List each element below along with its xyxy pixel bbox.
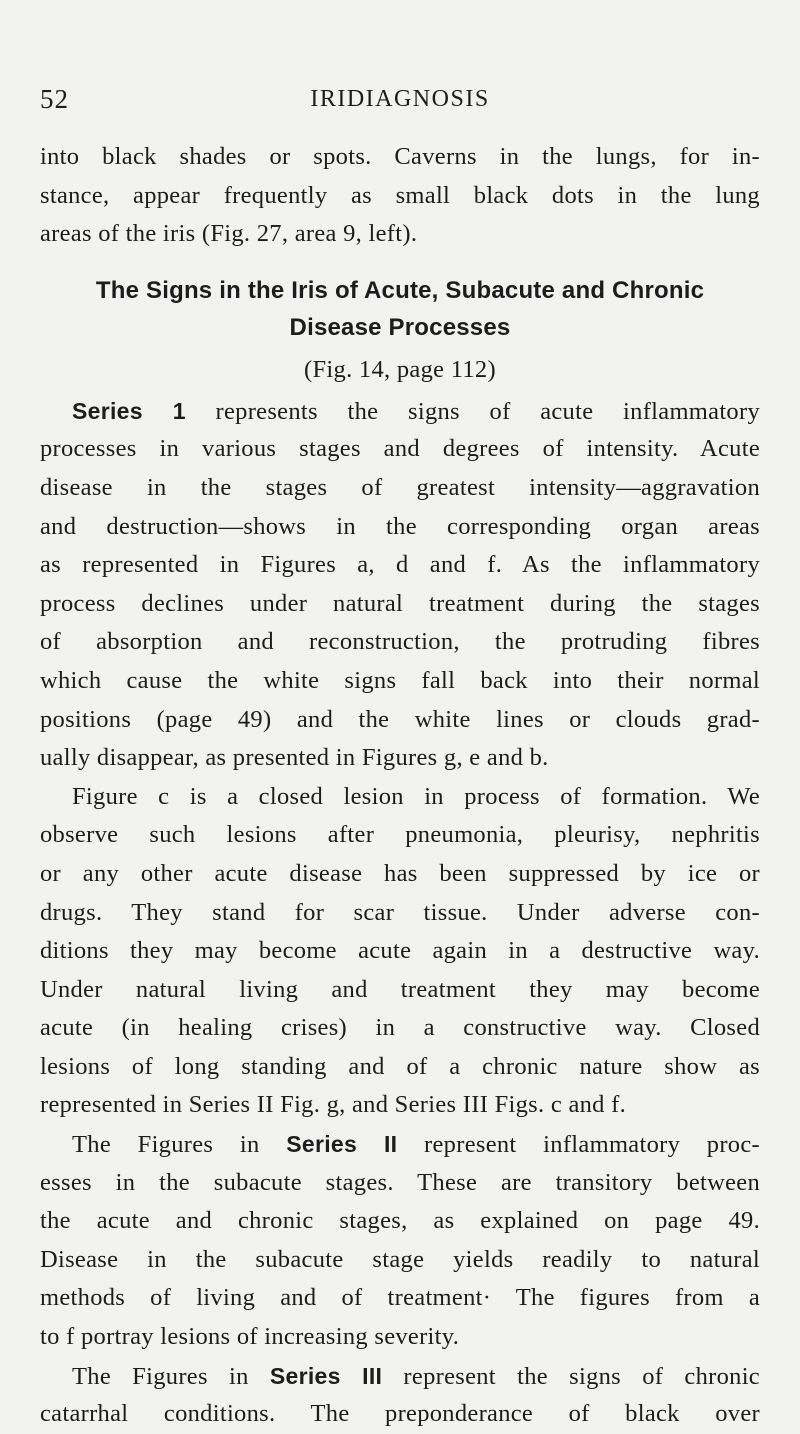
text-fragment: represent the signs of chronic xyxy=(382,1362,760,1390)
text-fragment: The Figures in xyxy=(72,1131,287,1159)
text-line: which cause the white signs fall back into their normal xyxy=(40,666,760,694)
text-line: the acute and chronic stages, as explained on page 49. xyxy=(40,1207,760,1235)
spacer xyxy=(40,254,760,272)
section-heading-line: The Signs in the Iris of Acute, Subacute and Chronic xyxy=(95,276,705,304)
page-number: 52 xyxy=(40,84,69,114)
text-line: acute (in healing crises) in a constructive way. Closed xyxy=(40,1014,760,1042)
text-line: or any other acute disease has been suppressed by ice or xyxy=(40,859,760,887)
text-line: catarrhal conditions. The preponderance of black over xyxy=(40,1400,760,1428)
text-line: of absorption and reconstruction, the protruding fibres xyxy=(40,628,760,656)
text-line xyxy=(40,392,760,431)
text-line: drugs. They stand for scar tissue. Under adverse con- xyxy=(40,898,760,926)
text-line: into black shades or spots. Caverns in the lungs, for in- xyxy=(40,143,760,170)
text-line: disease in the stages of greatest intensity—aggravation xyxy=(40,473,760,501)
text-line: stance, appear frequently as small black dots in the lung xyxy=(40,181,760,209)
text-line: Under natural living and treatment they may become xyxy=(40,975,760,1003)
section-heading-line: Disease Processes xyxy=(289,313,511,341)
text-line: processes in various stages and degrees of intensity. Acute xyxy=(40,435,760,463)
series-label: Series 1 xyxy=(72,397,186,424)
text-line xyxy=(40,1357,760,1396)
running-title: IRIDIAGNOSIS xyxy=(310,86,490,112)
text-line: to f portray lesions of increasing severity. xyxy=(40,1323,460,1351)
text-line: observe such lesions after pneumonia, pleurisy, nephritis xyxy=(40,821,760,849)
text-line: represented in Series II Fig. g, and Series III Figs. c and f. xyxy=(40,1091,627,1119)
text-line: methods of living and of treatment· The figures from a xyxy=(40,1284,760,1312)
text-line: esses in the subacute stages. These are transitory between xyxy=(40,1168,760,1196)
text-line xyxy=(40,1125,760,1164)
series-label: Series III xyxy=(269,1362,383,1389)
text-line: positions (page 49) and the white lines or clouds grad- xyxy=(40,705,760,733)
text-line: process declines under natural treatment during the stages xyxy=(40,589,760,617)
series-label: Series II xyxy=(286,1131,398,1158)
text-fragment: represent inflammatory proc- xyxy=(397,1131,760,1159)
text-line: ually disappear, as presented in Figures g, e and b. xyxy=(40,744,549,772)
figure-reference: (Fig. 14, page 112) xyxy=(304,355,496,383)
text-line: lesions of long standing and of a chronic nature show as xyxy=(40,1052,760,1080)
text-line: and destruction—shows in the corresponding organ areas xyxy=(40,512,760,540)
body-text xyxy=(40,138,760,1434)
text-line: ditions they may become acute again in a destructive way. xyxy=(40,937,760,965)
text-line: Figure c is a closed lesion in process of formation. We xyxy=(72,782,760,810)
text-line: Disease in the subacute stage yields readily to natural xyxy=(40,1245,760,1273)
running-head xyxy=(40,84,760,120)
text-line: as represented in Figures a, d and f. As the inflammatory xyxy=(40,551,760,579)
text-fragment: represents the signs of acute inflammatory xyxy=(185,397,760,425)
text-fragment: The Figures in xyxy=(72,1362,270,1390)
text-line: areas of the iris (Fig. 27, area 9, left). xyxy=(40,220,418,248)
